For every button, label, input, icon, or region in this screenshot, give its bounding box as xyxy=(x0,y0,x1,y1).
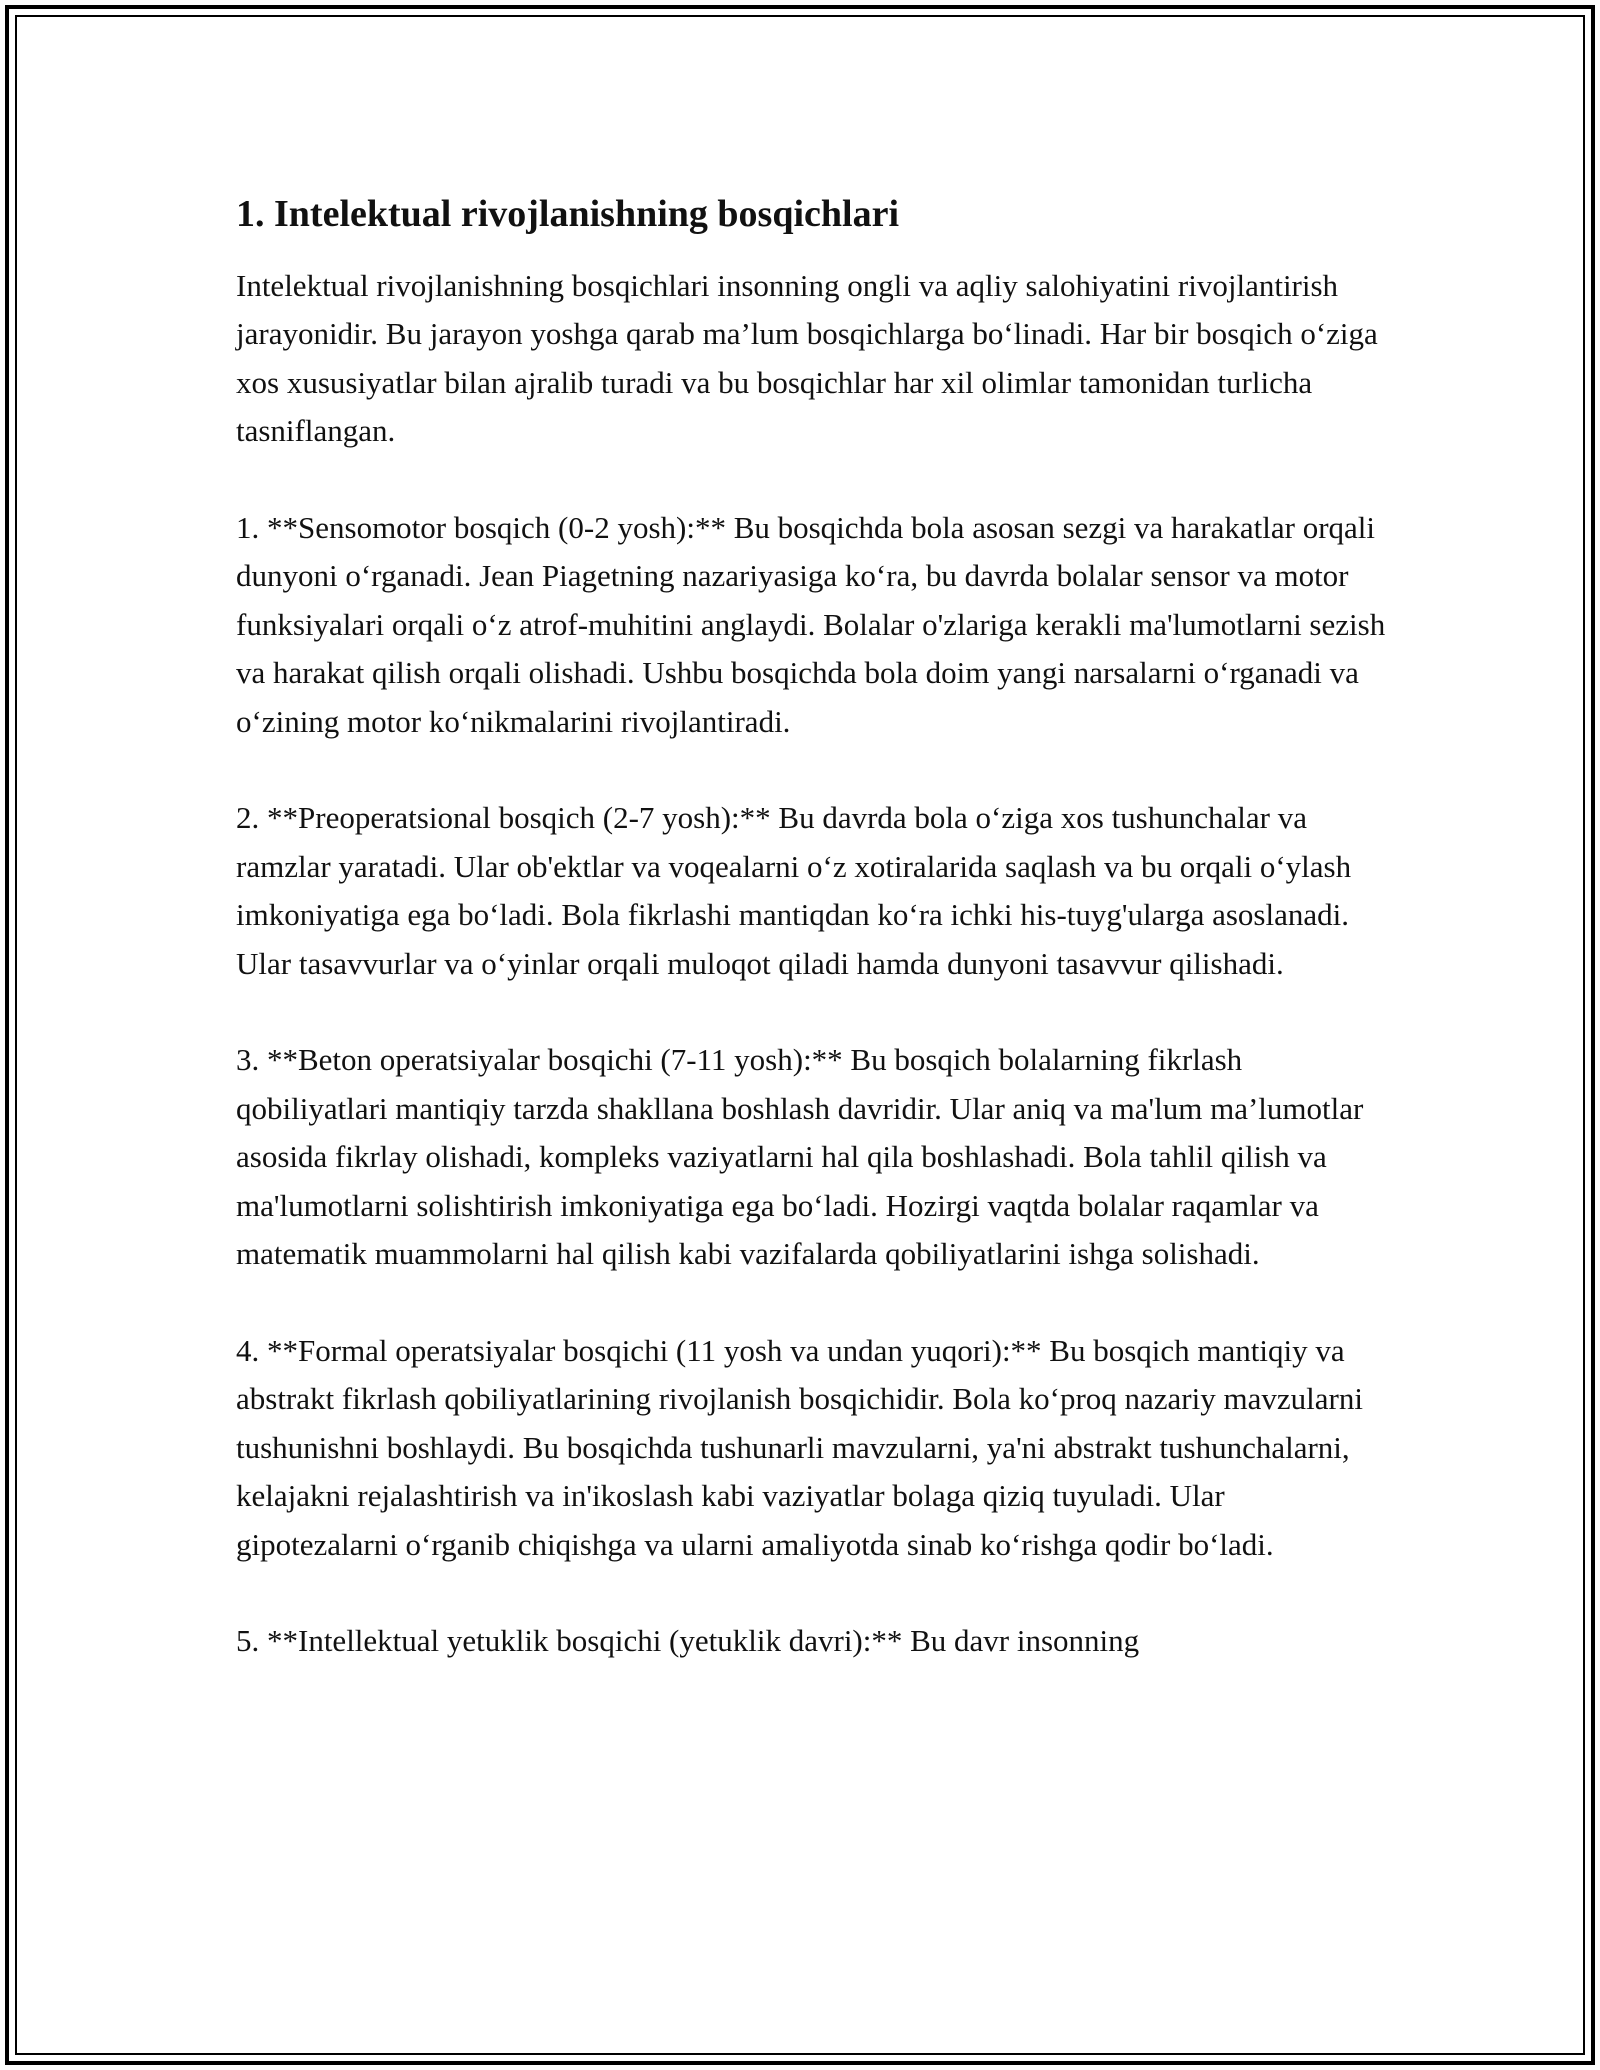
paragraph-intro: Intelektual rivojlanishning bosqichlari insonning ongli va aqliy salohiyatini rivojlantirish jarayonidir. Bu jarayon yoshga qarab ma’lum bosqichlarga bo‘linadi. Har bir bosqich o‘ziga xos xususiyatlar bilan ajralib turadi va bu bosqichlar har xil olimlar tamonidan turlicha tasniflangan. xyxy=(236,268,1378,449)
paragraph-stage-1: 1. **Sensomotor bosqich (0-2 yosh):** Bu bosqichda bola asosan sezgi va harakatlar orqali dunyoni o‘rganadi. Jean Piagetning nazariyasiga ko‘ra, bu davrda bolalar sensor va motor funksiyalari orqali o‘z atrof-muhitini anglaydi. Bolalar o'zlariga kerakli ma'lumotlarni sezish va harakat qilish orqali olishadi. Ushbu bosqichda bola doim yangi narsalarni o‘rganadi va o‘zining motor ko‘nikmalarini rivojlantiradi. xyxy=(236,510,1386,739)
paragraph-stage-4: 4. **Formal operatsiyalar bosqichi (11 yosh va undan yuqori):** Bu bosqich mantiqiy va abstrakt fikrlash qobiliyatlarining rivojlanish bosqichidir. Bola ko‘proq nazariy mavzularni tushunishni boshlaydi. Bu bosqichda tushunarli mavzularni, ya'ni abstrakt tushunchalarni, kelajakni rejalashtirish va in'ikoslash kabi vaziyatlar bolaga qiziq tuyuladi. Ular gipotezalarni o‘rganib chiqishga va ularni amaliyotda sinab ko‘rishga qodir bo‘ladi. xyxy=(236,1332,1363,1562)
document-title: 1. Intelektual rivojlanishning bosqichlari xyxy=(236,193,900,235)
document-body xyxy=(236,188,1386,1714)
paragraph-stage-3: 3. **Beton operatsiyalar bosqichi (7-11 yosh):** Bu bosqich bolalarning fikrlash qobiliyatlari mantiqiy tarzda shakllana boshlash davridir. Ular aniq va ma'lum ma’lumotlar asosida fikrlay olishadi, kompleks vaziyatlarni hal qila boshlashadi. Bola tahlil qilish va ma'lumotlarni solishtirish imkoniyatiga ega bo‘ladi. Hozirgi vaqtda bolalar raqamlar va matematik muammolarni hal qilish kabi vazifalarda qobiliyatlarini ishga solishadi. xyxy=(236,1042,1364,1272)
paragraph-stage-2: 2. **Preoperatsional bosqich (2-7 yosh):** Bu davrda bola o‘ziga xos tushunchalar va ramzlar yaratadi. Ular ob'ektlar va voqealarni o‘z xotiralarida saqlash va bu orqali o‘ylash imkoniyatiga ega bo‘ladi. Bola fikrlashi mantiqdan ko‘ra ichki his-tuyg'ularga asoslanadi. Ular tasavvurlar va o‘yinlar orqali muloqot qiladi hamda dunyoni tasavvur qilishadi. xyxy=(236,800,1352,981)
paragraph-stage-5: 5. **Intellektual yetuklik bosqichi (yetuklik davri):** Bu davr insonning xyxy=(236,1623,1140,1659)
